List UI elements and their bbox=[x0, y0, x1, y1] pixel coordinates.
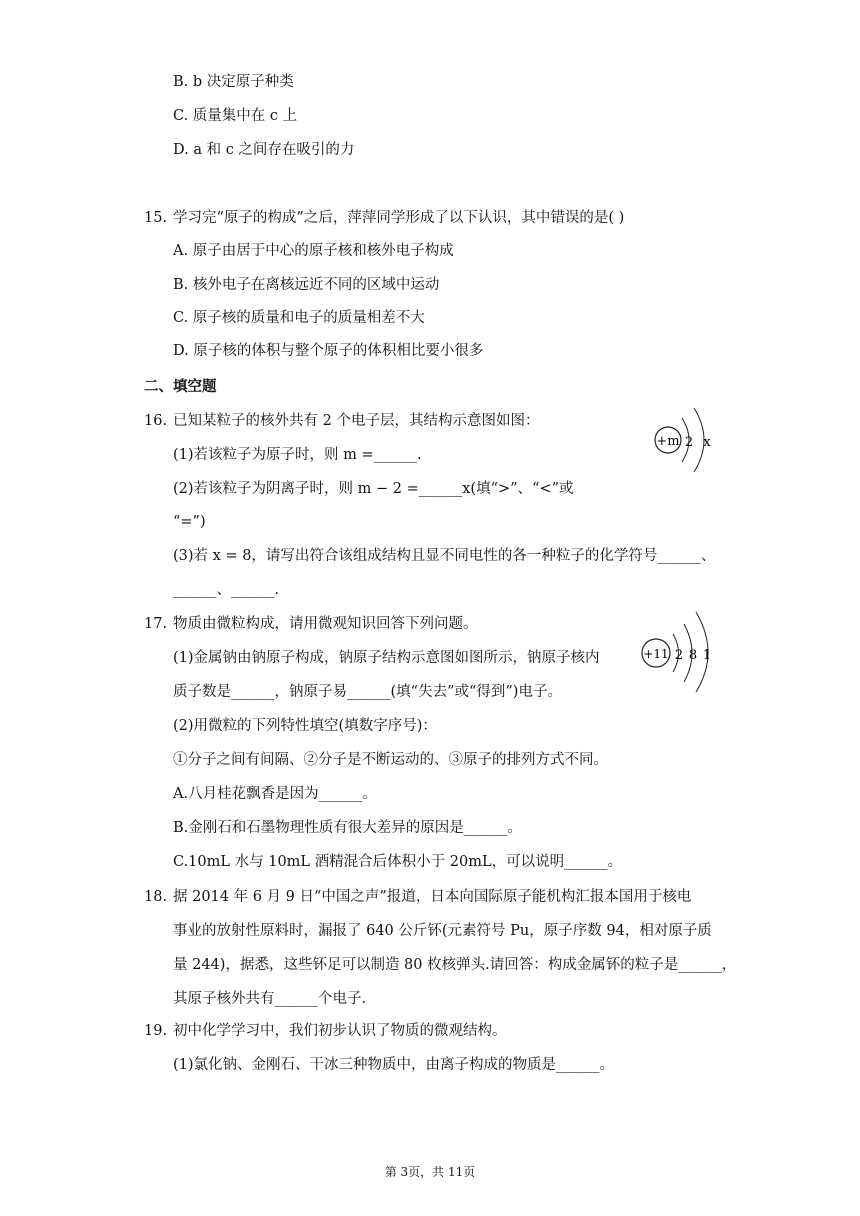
q16-part2-cont: “=”) bbox=[173, 514, 206, 530]
q19-part1: (1)氯化钠、金刚石、干冰三种物质中，由离子构成的物质是______。 bbox=[173, 1057, 615, 1073]
q16-nucleus-label: +m bbox=[656, 434, 680, 449]
q18-line2: 事业的放射性原料时，漏报了 640 公斤钚(元素符号 Pu，原子序数 94，相对原子质 bbox=[173, 923, 712, 939]
q15-option-a: A. 原子由居于中心的原子核和核外电子构成 bbox=[173, 243, 454, 259]
q16-atom-diagram bbox=[648, 402, 718, 478]
q18-number: 18. bbox=[144, 889, 168, 905]
q17-stem: 物质由微粒构成，请用微观知识回答下列问题。 bbox=[173, 616, 478, 632]
q18-line4: 其原子核外共有______个电子. bbox=[173, 991, 367, 1007]
section-heading: 二、填空题 bbox=[144, 378, 217, 395]
q15-option-d: D. 原子核的体积与整个原子的体积相比要小很多 bbox=[173, 343, 484, 359]
q19-stem: 初中化学学习中，我们初步认识了物质的微观结构。 bbox=[173, 1023, 507, 1039]
q17-number: 17. bbox=[144, 616, 168, 632]
q16-number: 16. bbox=[144, 413, 168, 429]
q15-option-c: C. 原子核的质量和电子的质量相差不大 bbox=[173, 310, 425, 326]
q16-part1: (1)若该粒子为原子时，则 m =______. bbox=[173, 447, 422, 463]
q14-option-b: B. b 决定原子种类 bbox=[173, 74, 294, 90]
q16-stem: 已知某粒子的核外共有 2 个电子层，其结构示意图如图： bbox=[173, 413, 540, 429]
q16-shell2-count: x bbox=[703, 435, 711, 450]
q14-option-d: D. a 和 c 之间存在吸引的力 bbox=[173, 142, 355, 158]
q17-shell3-count: 1 bbox=[702, 648, 712, 663]
q16-shell1-count: 2 bbox=[684, 435, 694, 450]
q15-number: 15. bbox=[144, 210, 168, 226]
q16-part2: (2)若该粒子为阴离子时，则 m − 2 =______x(填“>”、“<”或 bbox=[173, 481, 574, 497]
q17-part1: (1)金属钠由钠原子构成，钠原子结构示意图如图所示，钠原子核内 bbox=[173, 650, 600, 666]
q17-shell1-count: 2 bbox=[674, 648, 684, 663]
q18-line3: 量 244)，据悉，这些钚足可以制造 80 枚核弹头.请回答：构成金属钚的粒子是______， bbox=[173, 957, 737, 973]
q17-atom-diagram bbox=[638, 608, 718, 694]
q17-shell2-count: 8 bbox=[688, 648, 698, 663]
q17-part-c: C.10mL 水与 10mL 酒精混合后体积小于 20mL，可以说明______。 bbox=[173, 854, 623, 870]
q17-part-b: B.金刚石和石墨物理性质有很大差异的原因是______。 bbox=[173, 820, 522, 836]
q18-line1: 据 2014 年 6 月 9 日“中国之声”报道，日本向国际原子能机构汇报本国用于核电 bbox=[173, 889, 692, 905]
q17-part2-cont: ①分子之间有间隔、②分子是不断运动的、③原子的排列方式不同。 bbox=[173, 752, 608, 768]
q15-option-b: B. 核外电子在离核远近不同的区域中运动 bbox=[173, 277, 440, 293]
q17-part-a: A.八月桂花飘香是因为______。 bbox=[173, 786, 377, 802]
q19-number: 19. bbox=[144, 1023, 168, 1039]
q17-part1-cont: 质子数是______，钠原子易______(填“失去”或“得到”)电子。 bbox=[173, 684, 562, 700]
q14-option-c: C. 质量集中在 c 上 bbox=[173, 108, 298, 124]
q16-part3-cont: ______、______. bbox=[173, 582, 280, 598]
q17-part2: (2)用微粒的下列特性填空(填数字序号)： bbox=[173, 718, 437, 734]
q16-part3: (3)若 x = 8，请写出符合该组成结构且显不同电性的各一种粒子的化学符号______、 bbox=[173, 548, 716, 564]
q17-nucleus-label: +11 bbox=[643, 647, 669, 661]
page-footer: 第 3页，共 11页 bbox=[384, 1165, 476, 1179]
q15-stem: 学习完“原子的构成”之后，萍萍同学形成了以下认识，其中错误的是( ) bbox=[173, 210, 625, 226]
